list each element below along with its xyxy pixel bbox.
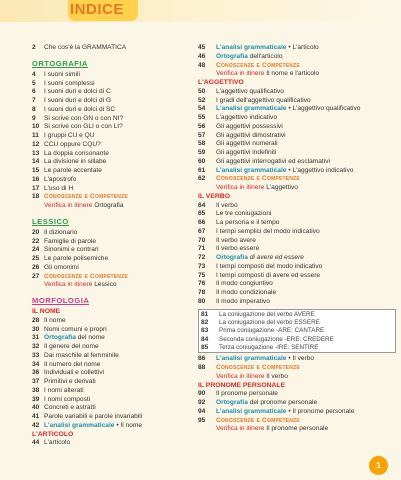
subsection-heading-nome: IL NOME — [32, 308, 61, 315]
toc-entry[interactable]: 17 L'uso di H — [32, 184, 74, 192]
toc-entry-verifica[interactable]: Verifica in itinere Il pronome personale — [216, 425, 329, 433]
toc-entry[interactable]: 94 L'analisi grammaticale • Il pronome personale — [198, 407, 355, 415]
toc-entry[interactable]: 16 L'apostrofo — [32, 175, 77, 183]
toc-entry[interactable]: 26 Gli omonimi — [32, 263, 79, 271]
toc-entry[interactable]: 64 Il verbo — [198, 201, 238, 209]
toc-entry-competenze[interactable]: 95 Conoscenze e Competenze — [198, 416, 300, 424]
subsection-heading-aggettivo: L'AGGETTIVO — [198, 79, 244, 86]
toc-entry[interactable]: 78 Il modo condizionale — [198, 289, 277, 296]
header-strip — [0, 0, 401, 22]
toc-entry[interactable]: 66 La persona e il tempo — [198, 219, 280, 226]
toc-entry[interactable]: 54 L'analisi grammaticale • L'aggettivo qualificativo — [198, 105, 361, 113]
toc-entry[interactable]: 67 I tempi semplici del modo indicativo — [198, 227, 320, 235]
toc-entry[interactable]: 28 Il nome — [32, 316, 66, 324]
toc-entry[interactable]: 57 Gli aggettivi dimostrativi — [198, 131, 286, 139]
toc-entry[interactable]: 36 Individuali e collettivi — [32, 369, 105, 377]
toc-entry[interactable]: 15 Le parole accentate — [32, 167, 102, 174]
toc-entry-competenze[interactable]: 62 Conoscenze e Competenze — [198, 175, 300, 183]
toc-entry-verifica[interactable]: Verifica in itinere L'aggettivo — [216, 184, 298, 191]
toc-entry[interactable]: 41 Parole variabili e parole invariabili — [32, 413, 143, 420]
subsection-heading-pronome: IL PRONOME PERSONALE — [198, 381, 286, 389]
toc-entry[interactable]: 52 I gradi dell'aggettivo qualificativo — [198, 96, 311, 104]
toc-entry[interactable]: 45 L'analisi grammaticale • L'articolo — [198, 44, 319, 51]
toc-entry[interactable]: 55 L'aggettivo indicativo — [198, 114, 278, 121]
toc-entry[interactable]: 20 Il dizionario — [32, 228, 78, 236]
toc-entry-verifica[interactable]: Verifica in itinere Ortografia — [44, 202, 124, 209]
toc-entry-verifica[interactable]: Verifica in itinere Lessico — [44, 281, 117, 289]
toc-entry[interactable]: 58 Gli aggettivi numerali — [198, 140, 278, 148]
section-heading-lessico: LESSICO — [32, 216, 69, 226]
toc-entry[interactable]: 14 La divisione in sillabe — [32, 158, 107, 166]
toc-entry[interactable]: 72 Ortografia di avere ed essere — [198, 254, 304, 261]
toc-entry-competenze[interactable]: 18 Conoscenze e Competenze — [32, 193, 128, 201]
subsection-heading-verbo: IL VERBO — [198, 192, 230, 200]
page-title: INDICE — [70, 1, 124, 18]
toc-entry[interactable]: 9 Si scrive con GN o con NI? — [32, 114, 124, 122]
page-number-badge: 1 — [369, 456, 388, 475]
toc-entry[interactable]: 46 Ortografia dell'articolo — [198, 52, 283, 60]
toc-entry[interactable]: 83 Prima coniugazione -ARE: CANTARE — [201, 327, 325, 335]
toc-entry[interactable]: 33 Dai maschile al femminile — [32, 351, 119, 359]
toc-entry[interactable]: 40 Concreti e astratti — [32, 404, 96, 412]
toc-entry[interactable]: 90 Il pronome personale — [198, 390, 278, 398]
toc-entry[interactable]: 7 I suoni duri e dolci di G — [32, 97, 112, 104]
toc-entry[interactable]: 12 CCU oppure CQU? — [32, 140, 101, 148]
toc-entry[interactable]: 22 Famiglie di parole — [32, 237, 97, 245]
toc-entry-verifica[interactable]: Verifica in itinere Il nome e l'articolo — [216, 70, 320, 78]
toc-entry[interactable]: 11 I gruppi CU e QU — [32, 132, 95, 139]
toc-entry[interactable]: 30 Nomi comuni e propri — [32, 325, 107, 333]
toc-entry[interactable]: 37 Primitivi e derivati — [32, 378, 96, 385]
toc-entry[interactable]: 86 L'analisi grammaticale • Il verbo — [198, 355, 315, 363]
toc-entry-competenze[interactable]: 27 Conoscenze e Competenze — [32, 272, 128, 280]
toc-entry[interactable]: 8 I suoni duri e dolci di SC — [32, 105, 116, 113]
toc-entry[interactable]: 76 Il modo congiuntivo — [198, 280, 273, 288]
toc-entry[interactable]: 34 Il numero del nome — [32, 360, 101, 368]
toc-entry[interactable]: 32 Il genere del nome — [32, 343, 99, 350]
toc-entry[interactable]: 65 Le tre coniugazioni — [198, 210, 272, 218]
subsection-heading-articolo: L'ARTICOLO — [32, 430, 74, 438]
right-column — [198, 44, 396, 434]
toc-entry[interactable]: 44 L'articolo — [32, 439, 71, 447]
toc-entry[interactable]: 24 Sinonimi e contrari — [32, 246, 99, 254]
toc-entry[interactable]: 50 L'aggettivo qualificativo — [198, 87, 284, 95]
toc-entry-competenze[interactable]: 48 Conoscenze e Competenze — [198, 61, 300, 69]
toc-entry[interactable]: 13 La doppia consonante — [32, 149, 109, 157]
toc-entry-verifica[interactable]: Verifica in itinere Il verbo — [216, 372, 288, 380]
toc-entry[interactable]: 59 Gli aggettivi indefiniti — [198, 149, 277, 156]
left-column — [32, 44, 204, 448]
toc-entry[interactable]: 25 Le parole polisemiche — [32, 255, 109, 262]
toc-entry[interactable]: 75 I tempi composti di avere ed essere — [198, 271, 321, 279]
toc-entry[interactable]: 71 Il verbo essere — [198, 245, 260, 253]
toc-entry[interactable]: 42 L'analisi grammaticale • Il nome — [32, 421, 143, 429]
toc-entry[interactable]: 85 Terza coniugazione -IRE: SENTIRE — [201, 344, 319, 352]
toc-entry[interactable]: 80 Il modo imperativo — [198, 297, 270, 305]
toc-entry[interactable]: 6 I suoni duri e dolci di C — [32, 88, 111, 96]
toc-entry-competenze[interactable]: 88 Conoscenze e Competenze — [198, 364, 300, 372]
toc-entry[interactable]: 70 Il verbo avere — [198, 236, 256, 244]
toc-entry[interactable]: 5 I suoni complessi — [32, 79, 95, 87]
toc-entry[interactable]: 4 I suoni simili — [32, 70, 80, 78]
toc-entry[interactable]: 39 I nomi composti — [32, 395, 91, 403]
toc-entry[interactable]: 61 L'analisi grammaticale • L'aggettivo indicativo — [198, 166, 354, 174]
toc-entry[interactable]: 60 Gli aggettivi interrogativi ed esclamativi — [198, 157, 330, 165]
toc-entry[interactable]: 84 Seconda coniugazione -ERE: CREDERE — [201, 335, 334, 343]
section-heading-ortografia: ORTOGRAFIA — [32, 58, 88, 68]
toc-entry[interactable]: 92 Ortografia del pronome personale — [198, 399, 318, 407]
toc-entry[interactable]: 73 I tempi composti del modo indicativo — [198, 262, 323, 270]
toc-entry[interactable]: 38 I nomi alterati — [32, 386, 84, 394]
section-heading-morfologia: MORFOLOGIA — [32, 296, 90, 305]
toc-entry[interactable]: 81 La coniugazione del verbo AVERE — [201, 310, 315, 318]
toc-entry[interactable]: 82 La coniugazione del verbo ESSERE — [201, 318, 320, 326]
conjugation-tables-box — [198, 309, 396, 354]
toc-entry[interactable]: 2 Che cos'è la GRAMMATICA — [32, 44, 127, 51]
toc-entry[interactable]: 10 Si scrive con GLI o con LI? — [32, 123, 123, 131]
toc-entry[interactable]: 56 Gli aggettivi possessivi — [198, 122, 283, 130]
toc-entry[interactable]: 31 Ortografia del nome — [32, 334, 105, 342]
